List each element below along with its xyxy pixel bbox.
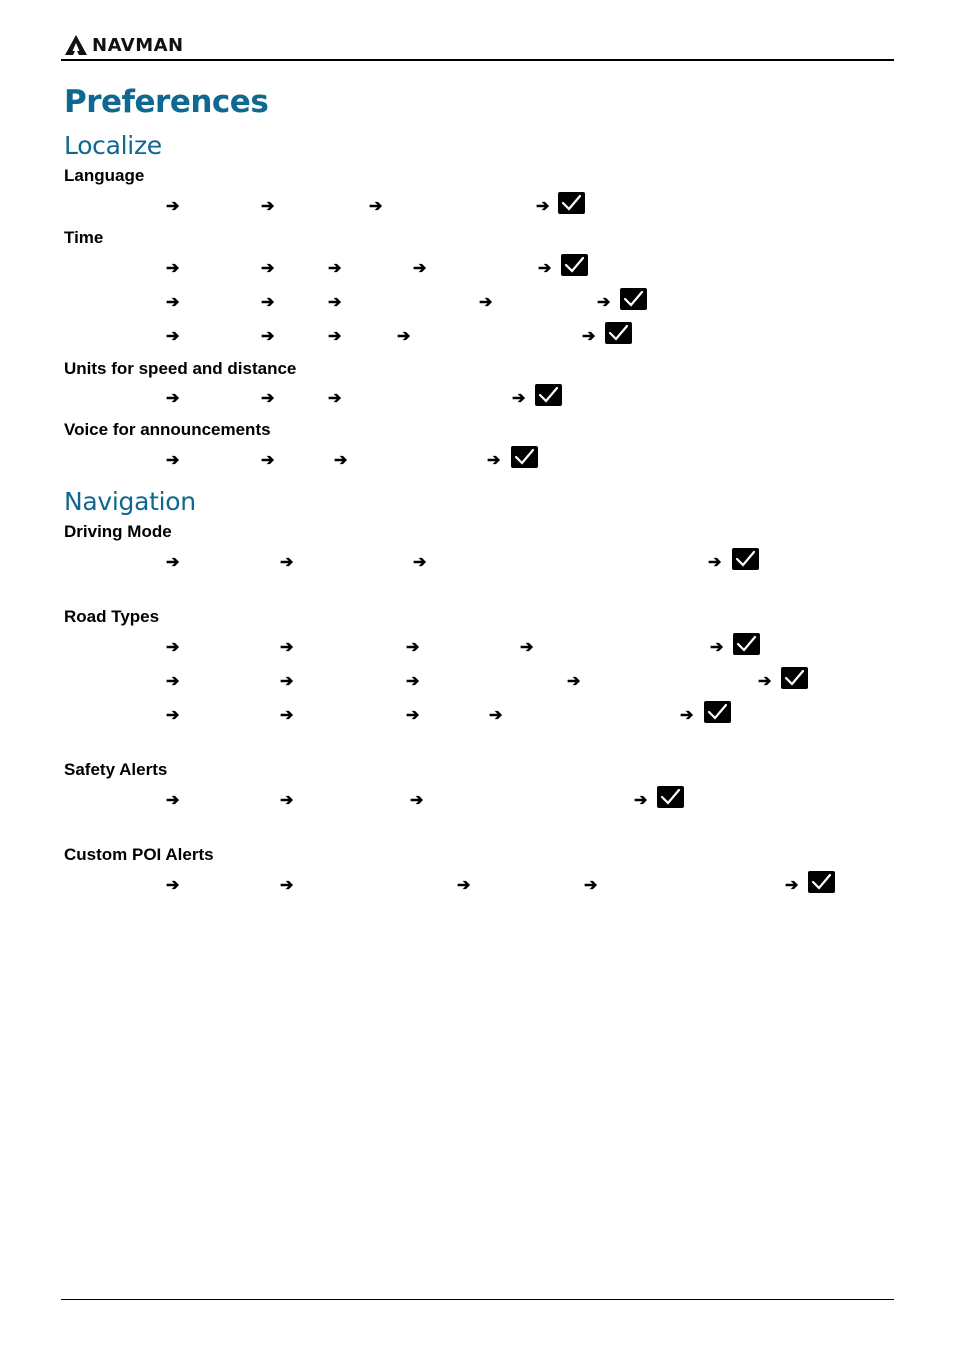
right-arrow-icon: ➔ <box>708 554 722 571</box>
right-arrow-icon: ➔ <box>487 452 501 469</box>
right-arrow-icon: ➔ <box>261 198 275 215</box>
right-arrow-icon: ➔ <box>406 673 420 690</box>
right-arrow-icon: ➔ <box>280 554 294 571</box>
section-title-navigation: Navigation <box>64 487 196 516</box>
right-arrow-icon: ➔ <box>785 877 799 894</box>
checkbox-checked-icon <box>657 786 684 808</box>
right-arrow-icon: ➔ <box>166 294 180 311</box>
subhead-road-types: Road Types <box>64 607 160 626</box>
checkbox-checked-icon <box>733 633 760 655</box>
right-arrow-icon: ➔ <box>166 452 180 469</box>
right-arrow-icon: ➔ <box>166 198 180 215</box>
checkbox-checked-icon <box>704 701 731 723</box>
right-arrow-icon: ➔ <box>328 328 342 345</box>
right-arrow-icon: ➔ <box>328 260 342 277</box>
right-arrow-icon: ➔ <box>369 198 383 215</box>
right-arrow-icon: ➔ <box>520 639 534 656</box>
right-arrow-icon: ➔ <box>166 639 180 656</box>
right-arrow-icon: ➔ <box>457 877 471 894</box>
page-title: Preferences <box>64 84 269 120</box>
right-arrow-icon: ➔ <box>406 639 420 656</box>
right-arrow-icon: ➔ <box>166 707 180 724</box>
right-arrow-icon: ➔ <box>280 639 294 656</box>
checkbox-checked-icon <box>535 384 562 406</box>
subhead-time: Time <box>64 228 104 247</box>
section-title-localize: Localize <box>64 131 162 160</box>
checkbox-checked-icon <box>558 192 585 214</box>
right-arrow-icon: ➔ <box>166 260 180 277</box>
right-arrow-icon: ➔ <box>567 673 581 690</box>
right-arrow-icon: ➔ <box>328 294 342 311</box>
subhead-safety-alerts: Safety Alerts <box>64 760 168 779</box>
subhead-driving-mode: Driving Mode <box>64 522 172 541</box>
header-divider <box>61 59 894 61</box>
right-arrow-icon: ➔ <box>334 452 348 469</box>
subhead-custom-poi-alerts: Custom POI Alerts <box>64 845 214 864</box>
subhead-units: Units for speed and distance <box>64 359 297 378</box>
checkbox-checked-icon <box>620 288 647 310</box>
right-arrow-icon: ➔ <box>397 328 411 345</box>
right-arrow-icon: ➔ <box>166 877 180 894</box>
right-arrow-icon: ➔ <box>261 390 275 407</box>
right-arrow-icon: ➔ <box>512 390 526 407</box>
right-arrow-icon: ➔ <box>582 328 596 345</box>
right-arrow-icon: ➔ <box>710 639 724 656</box>
right-arrow-icon: ➔ <box>166 554 180 571</box>
right-arrow-icon: ➔ <box>166 792 180 809</box>
right-arrow-icon: ➔ <box>280 673 294 690</box>
navman-logo-icon <box>64 34 88 56</box>
subhead-language: Language <box>64 166 145 185</box>
right-arrow-icon: ➔ <box>597 294 611 311</box>
right-arrow-icon: ➔ <box>261 452 275 469</box>
right-arrow-icon: ➔ <box>328 390 342 407</box>
right-arrow-icon: ➔ <box>166 390 180 407</box>
right-arrow-icon: ➔ <box>280 792 294 809</box>
right-arrow-icon: ➔ <box>261 328 275 345</box>
checkbox-checked-icon <box>808 871 835 893</box>
right-arrow-icon: ➔ <box>536 198 550 215</box>
checkbox-checked-icon <box>511 446 538 468</box>
right-arrow-icon: ➔ <box>680 707 694 724</box>
brand-name: NAVMAN <box>92 34 184 56</box>
footer-divider <box>61 1299 894 1300</box>
right-arrow-icon: ➔ <box>413 260 427 277</box>
right-arrow-icon: ➔ <box>166 328 180 345</box>
right-arrow-icon: ➔ <box>479 294 493 311</box>
right-arrow-icon: ➔ <box>584 877 598 894</box>
subhead-voice: Voice for announcements <box>64 420 271 439</box>
checkbox-checked-icon <box>781 667 808 689</box>
right-arrow-icon: ➔ <box>261 260 275 277</box>
right-arrow-icon: ➔ <box>280 877 294 894</box>
right-arrow-icon: ➔ <box>166 673 180 690</box>
right-arrow-icon: ➔ <box>406 707 420 724</box>
checkbox-checked-icon <box>561 254 588 276</box>
checkbox-checked-icon <box>732 548 759 570</box>
right-arrow-icon: ➔ <box>280 707 294 724</box>
right-arrow-icon: ➔ <box>489 707 503 724</box>
right-arrow-icon: ➔ <box>413 554 427 571</box>
header <box>64 32 184 58</box>
right-arrow-icon: ➔ <box>538 260 552 277</box>
checkbox-checked-icon <box>605 322 632 344</box>
right-arrow-icon: ➔ <box>758 673 772 690</box>
right-arrow-icon: ➔ <box>634 792 648 809</box>
right-arrow-icon: ➔ <box>410 792 424 809</box>
right-arrow-icon: ➔ <box>261 294 275 311</box>
